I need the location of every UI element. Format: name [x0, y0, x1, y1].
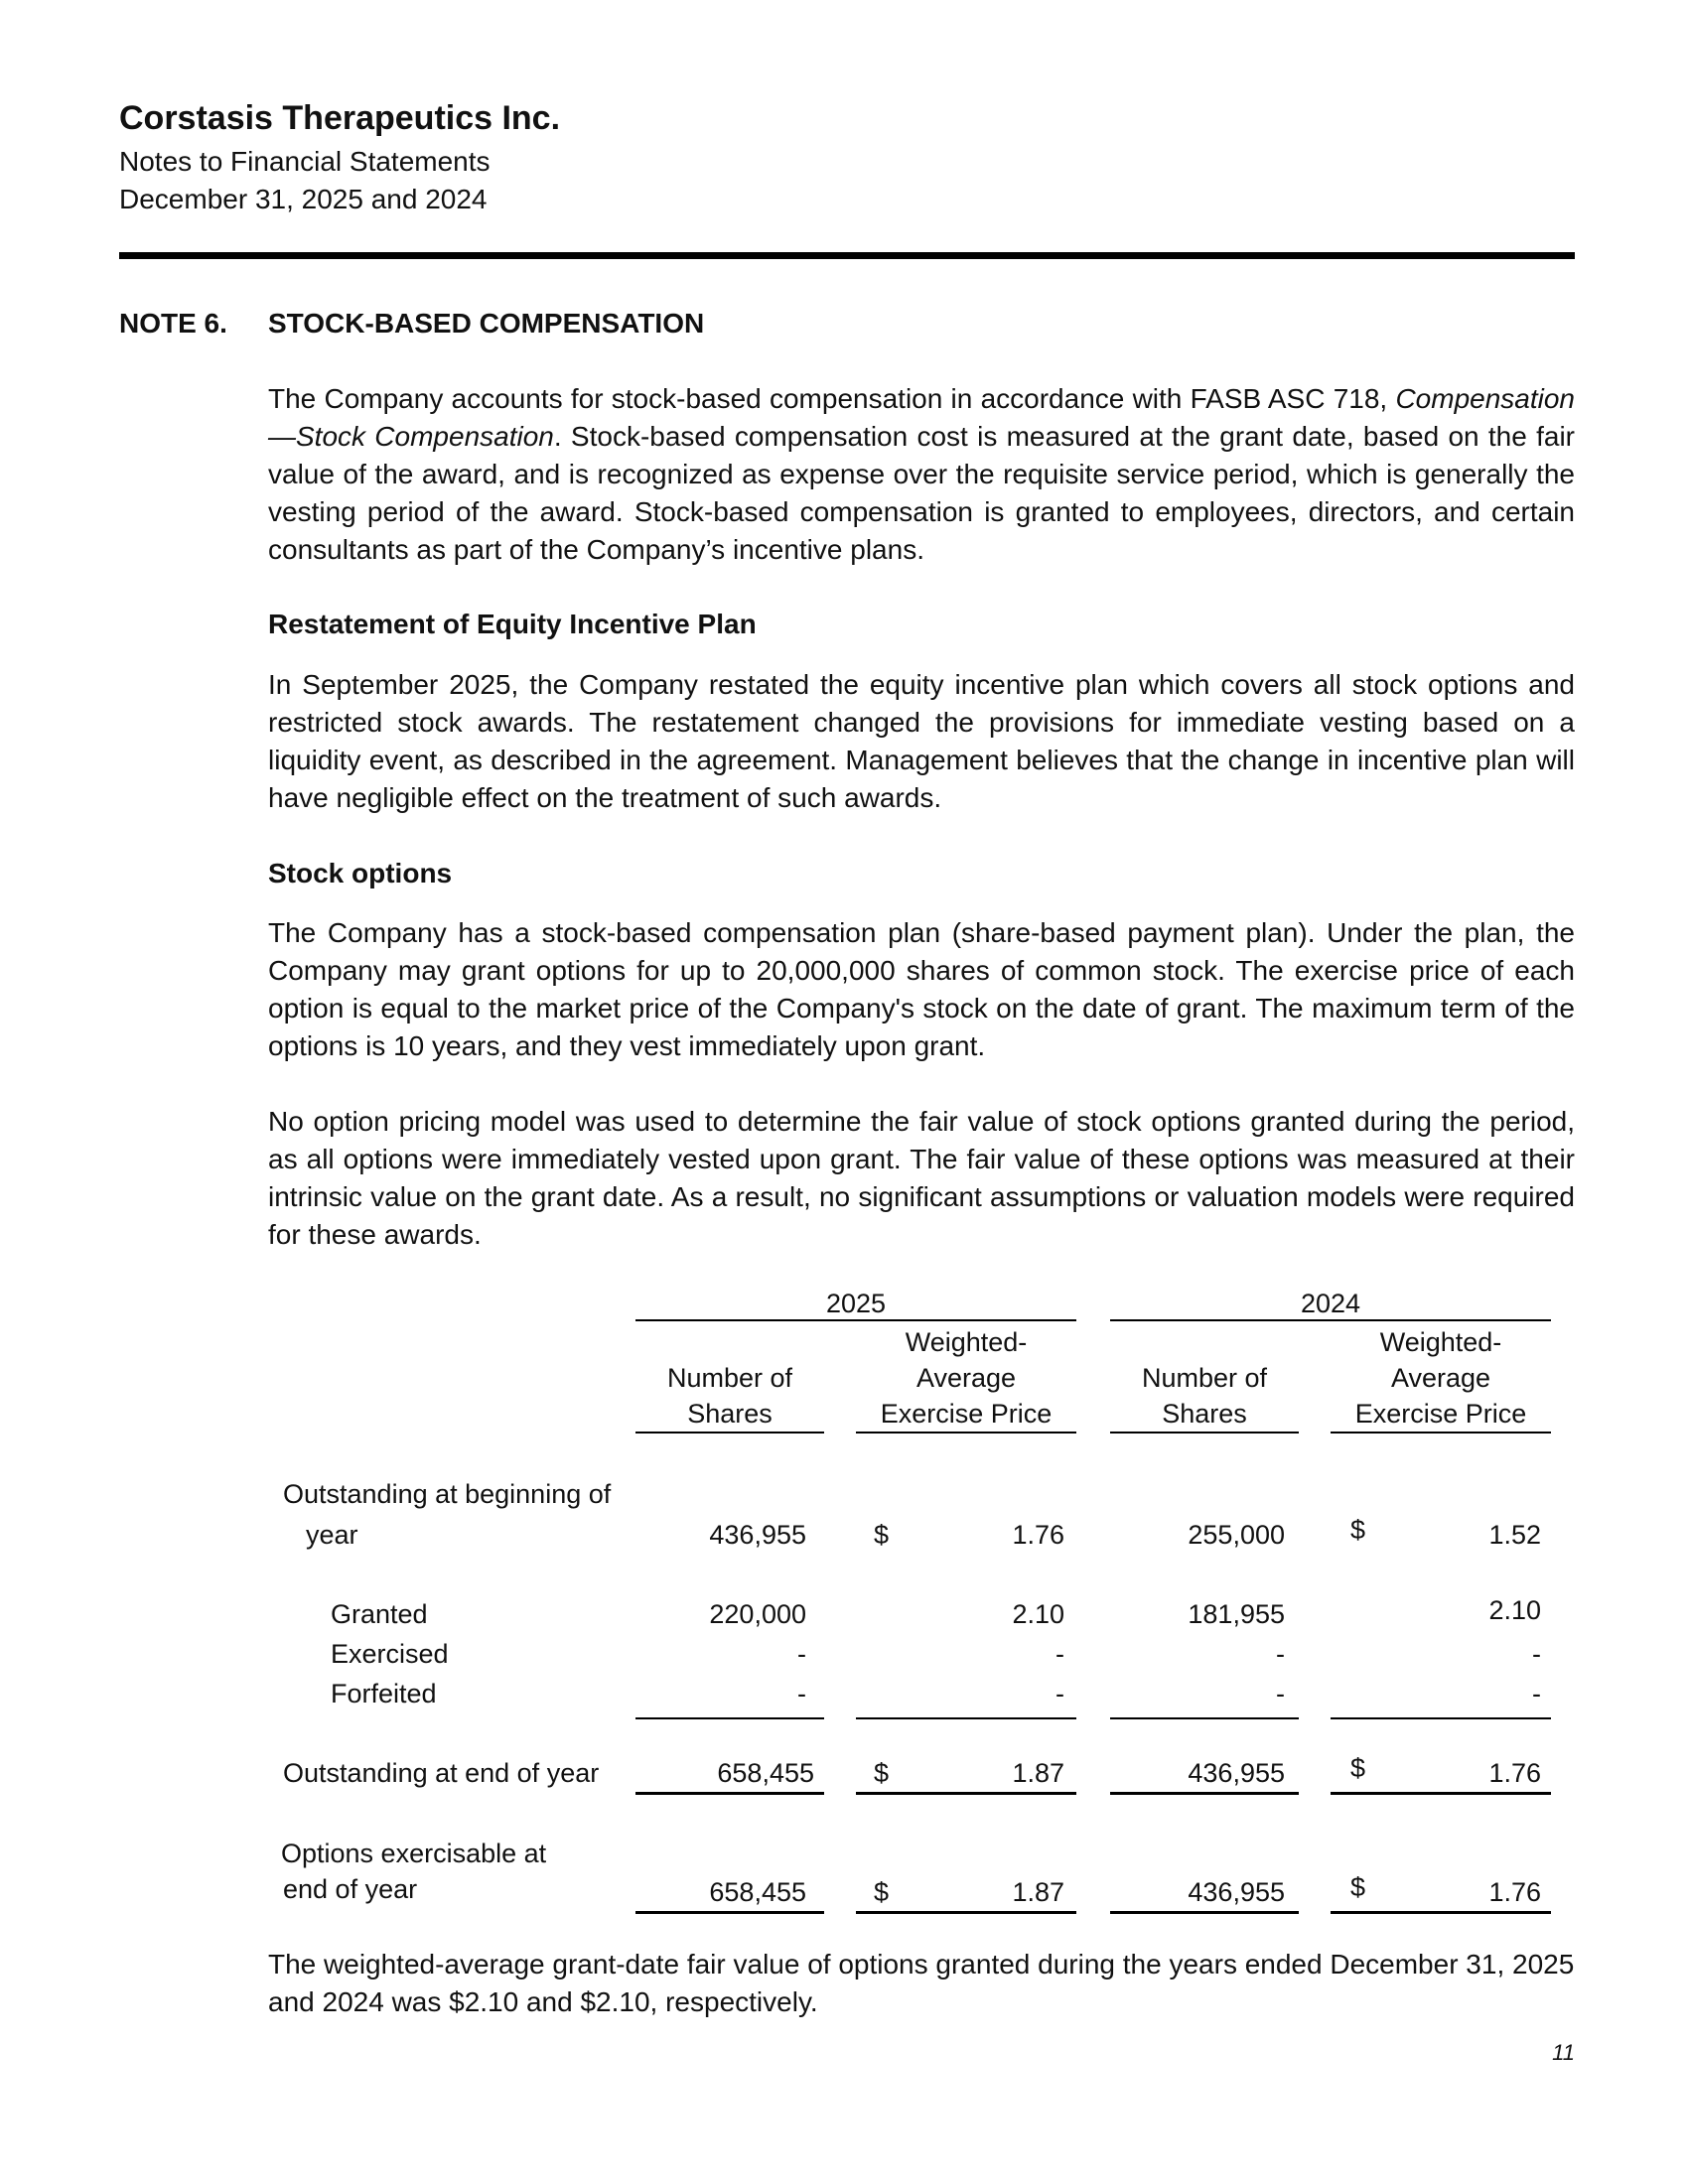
restatement-heading: Restatement of Equity Incentive Plan — [268, 609, 757, 639]
intro-text-end: . Stock-based compensation cost is measured at the grant date, based on the fair value of the award, and is recognized as expense over the requisite service period, which is generally the vesting period of the award. Stock-based compensation is granted to employees, directors, and certain consultants as part of the Company’s incentive plans. — [268, 421, 1576, 565]
cell-price-2024: 1.76 — [1488, 1877, 1541, 1907]
col-header-shares-line2: Shares — [1162, 1399, 1247, 1429]
row-label: Granted — [331, 1599, 428, 1629]
cell-shares-2025: 658,455 — [709, 1877, 806, 1907]
cell-price-2025: 1.87 — [1012, 1877, 1064, 1907]
col-header-shares-line1: Number of — [666, 1363, 793, 1393]
total-rule — [856, 1792, 1076, 1795]
intro-paragraph — [268, 380, 1575, 569]
subtotal-rule — [635, 1717, 824, 1719]
cell-shares-2024: 255,000 — [1188, 1520, 1285, 1550]
document-subtitle: Notes to Financial Statements — [119, 146, 491, 177]
cell-shares-2024: 181,955 — [1188, 1599, 1285, 1629]
note-number: NOTE 6. — [119, 308, 227, 339]
total-rule — [635, 1911, 824, 1914]
cell-shares-2025: - — [797, 1639, 806, 1669]
subtotal-rule — [1110, 1717, 1299, 1719]
col-header-price-2024 — [1331, 1324, 1551, 1433]
cell-shares-2024: - — [1276, 1639, 1285, 1669]
note-title: STOCK-BASED COMPENSATION — [268, 308, 705, 339]
cell-price-2024: 1.76 — [1488, 1758, 1541, 1788]
dollar-sign: $ — [874, 1758, 890, 1788]
cell-shares-2025: - — [797, 1679, 806, 1708]
dollar-sign: $ — [874, 1520, 890, 1550]
cell-price-2024: 2.10 — [1488, 1595, 1541, 1625]
cell-price-2025: - — [1055, 1639, 1064, 1669]
header-divider — [119, 252, 1575, 259]
col-header-price-2025 — [856, 1324, 1076, 1433]
cell-price-2025: 2.10 — [1012, 1599, 1064, 1629]
cell-price-2025: 1.87 — [1012, 1758, 1064, 1788]
col-header-price-line2: Average — [915, 1363, 1017, 1393]
cell-shares-2024: 436,955 — [1188, 1877, 1285, 1907]
dollar-sign: $ — [1350, 1515, 1366, 1545]
stock-options-paragraph-2: No option pricing model was used to determine the fair value of stock options granted during the period, as all options were immediately vested upon grant. The fair value of these options was measured at their intrinsic value on the grant date. As a result, no significant assumptions or valuation models were required for these awards. — [268, 1106, 1575, 1250]
cell-shares-2025: 220,000 — [709, 1599, 806, 1629]
subtotal-rule — [856, 1717, 1076, 1719]
stock-options-heading: Stock options — [268, 858, 453, 888]
total-rule — [1110, 1792, 1299, 1795]
col-header-price-line1: Weighted- — [1379, 1327, 1502, 1357]
col-header-price-line3: Exercise Price — [1354, 1399, 1527, 1429]
intro-text-start: The Company accounts for stock-based compensation in accordance with FASB ASC 718, — [268, 383, 1388, 414]
col-header-price-line3: Exercise Price — [880, 1399, 1053, 1429]
total-rule — [1331, 1911, 1551, 1914]
col-header-shares-2024 — [1110, 1360, 1299, 1433]
col-header-shares-line2: Shares — [687, 1399, 773, 1429]
cell-price-2024: - — [1532, 1679, 1541, 1708]
stock-options-paragraph-1: The Company has a stock-based compensation plan (share-based payment plan). Under the plan, the Company may grant options for up to 20,000,000 shares of common stock. The exercise price of each option is equal to the market price of the Company's stock on the date of grant. The maximum term of the options is 10 years, and they vest immediately upon grant. — [268, 917, 1575, 1061]
total-rule — [1110, 1911, 1299, 1914]
closing-paragraph: The weighted-average grant-date fair value of options granted during the years ended December 31, 2025 and 2024 was $2.10 and $2.10, respectively. — [268, 1949, 1575, 2017]
cell-price-2025: 1.76 — [1012, 1520, 1064, 1550]
cell-shares-2025: 658,455 — [717, 1758, 814, 1788]
total-rule — [1331, 1792, 1551, 1795]
cell-shares-2024: - — [1276, 1679, 1285, 1708]
total-rule — [635, 1792, 824, 1795]
row-label: Outstanding at end of year — [283, 1758, 600, 1788]
col-header-price-line2: Average — [1390, 1363, 1491, 1393]
intro-italic-title: Compensation—Stock Compensation — [268, 383, 1576, 452]
row-label-line1: Options exercisable at — [281, 1839, 547, 1868]
subtotal-rule — [1331, 1717, 1551, 1719]
dollar-sign: $ — [1350, 1753, 1366, 1783]
document-date: December 31, 2025 and 2024 — [119, 184, 488, 214]
cell-price-2024: 1.52 — [1488, 1520, 1541, 1550]
dollar-sign: $ — [874, 1877, 890, 1907]
row-label-line1: Outstanding at beginning of — [283, 1479, 612, 1509]
total-rule — [856, 1911, 1076, 1914]
row-label: Forfeited — [331, 1679, 437, 1708]
page-number: 11 — [1552, 2040, 1575, 2065]
year-header-2025: 2025 — [635, 1289, 1076, 1321]
cell-price-2024: - — [1532, 1639, 1541, 1669]
row-label: Exercised — [331, 1639, 449, 1669]
year-header-2024: 2024 — [1110, 1289, 1551, 1321]
restatement-paragraph: In September 2025, the Company restated the equity incentive plan which covers all stock options and restricted stock awards. The restatement changed the provisions for immediate vesting based on a liquidity event, as described in the agreement. Management believes that the change in incentive plan will have negligible effect on the treatment of such awards. — [268, 669, 1575, 813]
col-header-shares-line1: Number of — [1141, 1363, 1268, 1393]
cell-shares-2025: 436,955 — [709, 1520, 806, 1550]
company-name: Corstasis Therapeutics Inc. — [119, 99, 561, 137]
cell-shares-2024: 436,955 — [1188, 1758, 1285, 1788]
col-header-shares-2025 — [635, 1360, 824, 1433]
row-label-line2: end of year — [283, 1874, 418, 1904]
cell-price-2025: - — [1055, 1679, 1064, 1708]
dollar-sign: $ — [1350, 1872, 1366, 1902]
col-header-price-line1: Weighted- — [905, 1327, 1028, 1357]
row-label-line2: year — [306, 1520, 358, 1550]
